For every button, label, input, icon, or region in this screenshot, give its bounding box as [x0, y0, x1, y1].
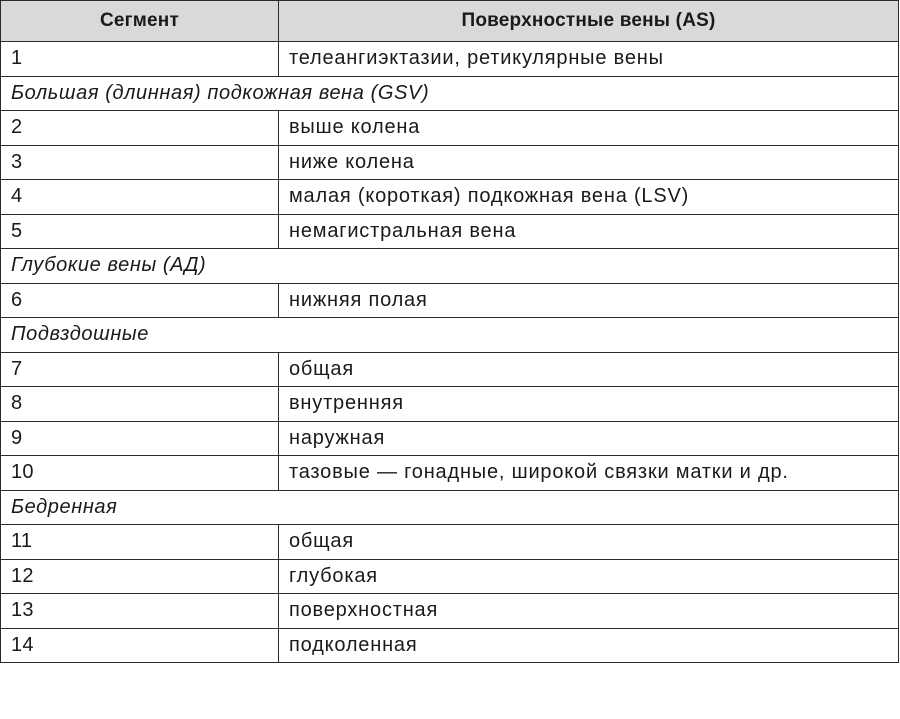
- table-row: [1, 42, 899, 77]
- table-row: [1, 456, 899, 491]
- group-row: [1, 76, 899, 111]
- vein-name-cell: общая: [279, 525, 899, 560]
- table-row: [1, 145, 899, 180]
- vein-name-cell: внутренняя: [279, 387, 899, 422]
- table-row: [1, 525, 899, 560]
- vein-name-cell: телеангиэктазии, ретикулярные вены: [279, 42, 899, 77]
- vein-name-cell: общая: [279, 352, 899, 387]
- vein-name-cell: подколенная: [279, 628, 899, 663]
- vein-name-cell: выше колена: [279, 111, 899, 146]
- group-row: [1, 249, 899, 284]
- segment-cell: 8: [1, 387, 279, 422]
- table-row: [1, 352, 899, 387]
- table-row: [1, 559, 899, 594]
- vein-name-cell: малая (короткая) подкожная вена (LSV): [279, 180, 899, 215]
- segment-cell: 4: [1, 180, 279, 215]
- table-row: [1, 283, 899, 318]
- group-label-cell: Бедренная: [1, 490, 899, 525]
- group-row: [1, 318, 899, 353]
- segment-cell: 11: [1, 525, 279, 560]
- table-row: [1, 180, 899, 215]
- header-superficial-veins: Поверхностные вены (AS): [279, 1, 899, 42]
- group-row: [1, 490, 899, 525]
- table-row: [1, 421, 899, 456]
- segment-cell: 10: [1, 456, 279, 491]
- segment-cell: 13: [1, 594, 279, 629]
- segment-cell: 12: [1, 559, 279, 594]
- group-label-cell: Глубокие вены (АД): [1, 249, 899, 284]
- table-row: [1, 111, 899, 146]
- table-row: [1, 387, 899, 422]
- segment-cell: 14: [1, 628, 279, 663]
- segment-cell: 6: [1, 283, 279, 318]
- vein-name-cell: тазовые — гонадные, широкой связки матки и др.: [279, 456, 899, 491]
- vein-name-cell: глубокая: [279, 559, 899, 594]
- vein-name-cell: поверхностная: [279, 594, 899, 629]
- table-row: [1, 214, 899, 249]
- table-row: [1, 594, 899, 629]
- group-label-cell: Подвздошные: [1, 318, 899, 353]
- table-row: [1, 628, 899, 663]
- vein-name-cell: ниже колена: [279, 145, 899, 180]
- header-segment: Сегмент: [1, 1, 279, 42]
- table-body: [1, 42, 899, 663]
- segment-cell: 2: [1, 111, 279, 146]
- vein-name-cell: немагистральная вена: [279, 214, 899, 249]
- vein-name-cell: наружная: [279, 421, 899, 456]
- group-label-cell: Большая (длинная) подкожная вена (GSV): [1, 76, 899, 111]
- segment-cell: 9: [1, 421, 279, 456]
- segment-cell: 3: [1, 145, 279, 180]
- segment-cell: 5: [1, 214, 279, 249]
- segment-cell: 1: [1, 42, 279, 77]
- table-header-row: [1, 1, 899, 42]
- vein-name-cell: нижняя полая: [279, 283, 899, 318]
- segment-cell: 7: [1, 352, 279, 387]
